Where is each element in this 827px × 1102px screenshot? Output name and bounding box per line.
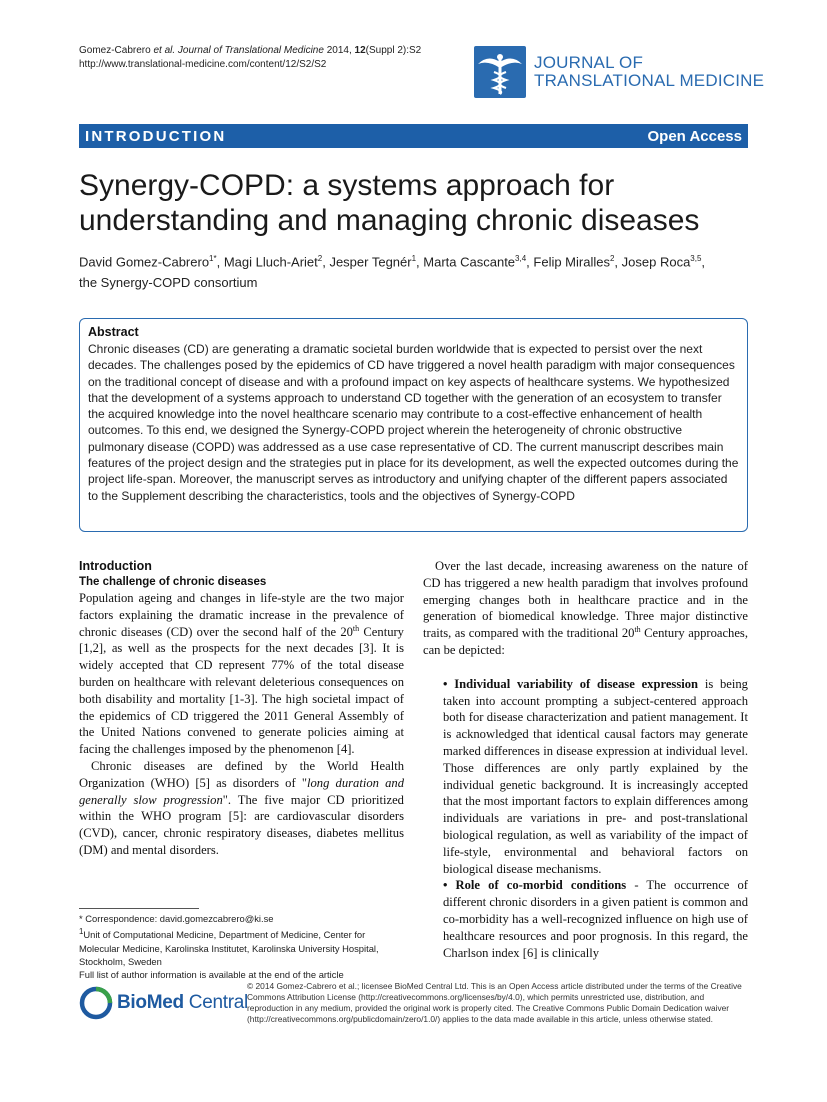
author-affil: 3,5: [690, 254, 702, 263]
author-affil: 2: [609, 254, 615, 263]
affiliation-text: Unit of Computational Medicine, Department of Medicine, Center for Molecular Medicine, Karolinska Institutet, Karolinska University Hospital, Stockholm, Sweden: [79, 929, 379, 968]
footnote-divider: [79, 908, 199, 909]
article-url[interactable]: http://www.translational-medicine.com/content/12/S2/S2: [79, 59, 327, 70]
author-info-note: Full list of author information is available at the end of the article: [79, 969, 344, 981]
header-citation: [79, 44, 421, 72]
cite-year: 2014,: [323, 45, 355, 56]
article-type-banner: [79, 124, 748, 148]
author-name: , Magi Lluch-Ariet: [216, 254, 318, 270]
section-heading: Introduction: [79, 559, 152, 573]
journal-name-line1: JOURNAL OF: [534, 53, 644, 72]
bullet-item: [443, 676, 748, 878]
superscript: th: [634, 625, 641, 634]
paragraph-text: ". The five major CD prioritized within the WHO program [5]: are cardiovascular disorders (CVD), cancer, chronic respiratory diseases, diabetes mellitus (DM) and mental disorders.: [79, 792, 404, 857]
footnotes: [79, 912, 404, 982]
abstract-text: Chronic diseases (CD) are generating a dramatic societal burden worldwide that is expected to persist over the next decades. The challenges posed by the epidemics of CD have triggered a novel health paradigm with major consequences on the traditional concept of disease and with a profound impact on key aspects of healthcare systems. We hypothesized that the development of a systems approach to understand CD together with the generation of an ecosystem to transfer the acquired knowledge into the novel healthcare scenario may contribute to a cost-effective enhancement of health outcomes. To this end, we designed the Synergy-COPD project wherein the heterogeneity of chronic obstructive pulmonary disease (COPD) was addressed as a use case representative of CD. The current manuscript describes main features of the project design and the strategies put in place for its development, as well the expected outcomes during the project life-span. Moreover, the manuscript serves as introductory and unifying chapter of the different papers associated to the Supplement describing the characteristics, tools and the objectives of Synergy-COPD: [88, 342, 739, 503]
paragraph: [79, 590, 404, 758]
article-title: [79, 168, 748, 238]
journal-name-line2: TRANSLATIONAL MEDICINE: [534, 71, 765, 90]
paragraph-text: Century [1,2], as well as the prospects for the next decades [3]. It is widely accepted that CD represent 77% of the total disease burden on healthcare with relevant deleterious consequences on both disability and mortality [1-3]. The high societal impact of the epidemics of CD triggered the 2011 General Assembly of the United Nations convened to generate policies aiming at facing the challenges imposed by the phenomenon [4].: [79, 624, 404, 757]
open-access-label: Open Access: [647, 127, 742, 145]
author-name: David Gomez-Cabrero: [79, 254, 210, 270]
affiliation-number: 1: [79, 927, 84, 937]
subsection-heading: The challenge of chronic diseases: [79, 576, 267, 588]
biomed-central-icon: [79, 986, 113, 1020]
body-column-right: [423, 558, 748, 961]
author-separator: ,: [701, 254, 706, 270]
publisher-name-central: Central: [183, 992, 248, 1013]
cite-suppl: (Suppl 2):S2: [365, 45, 422, 56]
correspondence[interactable]: * Correspondence: david.gomezcabrero@ki.se: [79, 913, 274, 924]
superscript: th: [352, 623, 360, 633]
author-affil: 1*: [209, 254, 217, 263]
author-affil: 3,4: [515, 254, 527, 263]
affiliation: [79, 925, 404, 968]
emphasis-text: long duration and generally slow progression: [79, 775, 404, 807]
license-text: © 2014 Gomez-Cabrero et al.; licensee BioMed Central Ltd. This is an Open Access article distributed under the terms of the Creative Commons Attribution License (http://creativecommons.org/licenses/by/4.0), which permits unrestricted use, distribution, and reproduction in any medium, provided the original work is properly cited. The Creative Commons Public Domain Dedication waiver (http://creativecommons.org/publicdomain/zero/1.0/) applies to the data made available in this article, unless otherwise stated.: [247, 981, 742, 1025]
bullet-heading: • Individual variability of disease expression: [443, 676, 699, 691]
cite-authors: Gomez-Cabrero: [79, 45, 154, 56]
article-type: INTRODUCTION: [85, 127, 227, 145]
journal-name: [534, 54, 764, 90]
author-name: , Josep Roca: [614, 254, 691, 270]
author-affil: 1: [411, 254, 417, 263]
author-affil: 2: [317, 254, 323, 263]
publisher-name: [117, 992, 248, 1014]
bullet-text: - The occurrence of different chronic disorders in a given patient is common and co-morbidity has a well-recognized influence on high use of healthcare resources and poor prognosis. In this regard, the Charlson index [6] is clinically: [443, 878, 748, 960]
author-name: , Marta Cascante: [416, 254, 516, 270]
journal-logo[interactable]: [474, 46, 764, 98]
author-name: , Felip Miralles: [526, 254, 610, 270]
title-line1: Synergy-COPD: a systems approach for: [79, 169, 615, 202]
title-line2: understanding and managing chronic diseases: [79, 204, 700, 237]
abstract-heading: Abstract: [88, 325, 139, 339]
author-list: [79, 248, 748, 293]
cite-volume: 12: [354, 45, 366, 56]
paragraph-text: Population ageing and changes in life-style are the two major factors explaining the dramatic increase in the prevalence of chronic diseases (CD) over the second half of the 20: [79, 591, 404, 639]
bullet-text: is being taken into account prompting a subject-centered approach both for disease characterization and patient management. It is acknowledged that identical causal factors may generate marked differences in disease expression at individual level. Those differences are only partly explained by the individual genetic background. It is increasingly accepted that the most important factors to explain differences among individuals are variations in pre- and post-translational biological regulation, as well as variability of the impact of life-style, environmental and behavioral factors on biological disease mechanisms.: [443, 676, 748, 876]
caduceus-icon: [474, 46, 526, 98]
abstract-box: [79, 318, 748, 532]
paragraph-text: Over the last decade, increasing awareness on the nature of CD has triggered a new health paradigm that involves profound emerging changes both in healthcare practice and in the generation of biomedical knowledge. Three major distinctive traits, as compared with the traditional 20: [423, 559, 748, 641]
body-column-left: [79, 558, 404, 859]
paragraph-text: Century approaches, can be depicted:: [423, 626, 748, 657]
bullet-item: [443, 877, 748, 961]
author-name: , Jesper Tegnér: [322, 254, 412, 270]
author-consortium: the Synergy-COPD consortium: [79, 275, 258, 291]
cite-journal: et al. Journal of Translational Medicine: [153, 45, 324, 56]
bullet-heading: • Role of co-morbid conditions: [443, 878, 627, 893]
paragraph: [423, 558, 748, 659]
publisher-name-bio: BioMed: [117, 992, 184, 1013]
biomed-central-logo[interactable]: [79, 986, 248, 1020]
citation-line: [79, 44, 421, 58]
paragraph-text: Chronic diseases are defined by the World Health Organization (WHO) [5] as disorders of ": [79, 758, 404, 790]
paragraph: [79, 758, 404, 859]
